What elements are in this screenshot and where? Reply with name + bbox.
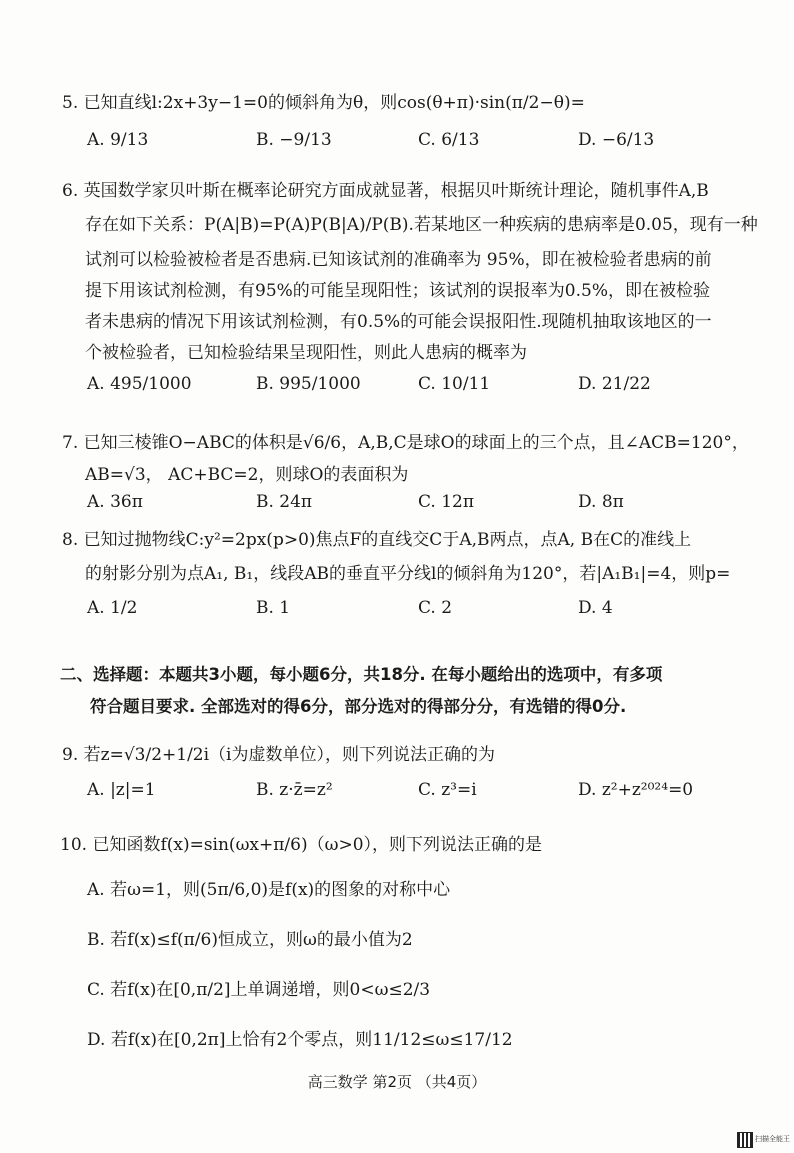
q5-option-a: A. 9/13 xyxy=(87,130,149,150)
q9-option-c: C. z³=i xyxy=(418,780,477,800)
q10-option-d: D. 若f(x)在[0,2π]上恰有2个零点，则11/12≤ω≤17/12 xyxy=(87,1030,513,1050)
q7-option-b: B. 24π xyxy=(256,492,313,512)
q8-line-2: 的射影分别为点A₁, B₁，线段AB的垂直平分线l的倾斜角为120°，若|A₁B₁|=4，则p= xyxy=(85,564,731,584)
q6-line-2: 存在如下关系：P(A|B)=P(A)P(B|A)/P(B).若某地区一种疾病的患病率是0.05，现有一种 xyxy=(85,215,758,235)
q9-option-b: B. z·z̄=z² xyxy=(256,780,333,800)
q6-line-3: 试剂可以检验被检者是否患病.已知该试剂的准确率为 95%，即在被检验者患病的前 xyxy=(85,250,712,270)
q9-option-d: D. z²+z²⁰²⁴=0 xyxy=(578,780,694,800)
q7-option-c: C. 12π xyxy=(418,492,475,512)
q9-option-a: A. |z|=1 xyxy=(87,780,156,800)
q8-line-1: 8. 已知过抛物线C:y²=2px(p>0)焦点F的直线交C于A,B两点，点A, B在C的准线上 xyxy=(62,530,692,550)
section2-heading: 二、选择题：本题共3小题，每小题6分，共18分. 在每小题给出的选项中，有多项 xyxy=(60,665,663,684)
q6-line-5: 者未患病的情况下用该试剂检测，有0.5%的可能会误报阳性.现随机抽取该地区的一 xyxy=(85,312,712,332)
q8-option-c: C. 2 xyxy=(418,598,453,618)
q5-option-c: C. 6/13 xyxy=(418,130,480,150)
q6-option-b: B. 995/1000 xyxy=(256,374,361,394)
q8-option-a: A. 1/2 xyxy=(87,598,138,618)
q8-option-b: B. 1 xyxy=(256,598,291,618)
q6-options xyxy=(0,374,794,404)
q10-option-a: A. 若ω=1，则(5π/6,0)是f(x)的图象的对称中心 xyxy=(87,880,451,900)
q6-option-a: A. 495/1000 xyxy=(87,374,192,394)
q6-option-d: D. 21/22 xyxy=(578,374,651,394)
page-footer: 高三数学 第2页 （共4页） xyxy=(307,1073,487,1091)
q8-options xyxy=(0,598,794,628)
q5-stem: 5. 已知直线l:2x+3y−1=0的倾斜角为θ，则cos(θ+π)·sin(π/2−θ)= xyxy=(62,93,585,113)
q6-line-1: 6. 英国数学家贝叶斯在概率论研究方面成就显著，根据贝叶斯统计理论，随机事件A,B xyxy=(62,181,709,201)
q6-line-4: 提下用该试剂检测，有95%的可能呈现阳性；该试剂的误报率为0.5%，即在被检验 xyxy=(85,281,710,301)
q8-option-d: D. 4 xyxy=(578,598,613,618)
q5-options xyxy=(0,130,794,160)
q9-stem: 9. 若z=√3/2+1/2i（i为虚数单位），则下列说法正确的为 xyxy=(62,745,495,765)
q7-line-2: AB=√3， AC+BC=2，则球O的表面积为 xyxy=(85,465,409,485)
q6-option-c: C. 10/11 xyxy=(418,374,491,394)
section2-rules: 符合题目要求. 全部选对的得6分，部分选对的得部分分，有选错的得0分. xyxy=(90,697,627,716)
q6-line-6: 个被检验者，已知检验结果呈现阳性，则此人患病的概率为 xyxy=(85,343,527,363)
qr-code-icon xyxy=(737,1132,753,1148)
q10-stem: 10. 已知函数f(x)=sin(ωx+π/6)（ω>0），则下列说法正确的是 xyxy=(60,835,543,855)
q7-option-a: A. 36π xyxy=(87,492,143,512)
q7-options xyxy=(0,492,794,522)
q7-option-d: D. 8π xyxy=(578,492,624,512)
q10-option-b: B. 若f(x)≤f(π/6)恒成立，则ω的最小值为2 xyxy=(87,930,413,950)
q10-option-c: C. 若f(x)在[0,π/2]上单调递增，则0<ω≤2/3 xyxy=(87,980,431,1000)
q9-options xyxy=(0,780,794,810)
q5-option-d: D. −6/13 xyxy=(578,130,655,150)
scanner-watermark: 扫描全能王 xyxy=(755,1135,790,1143)
q5-option-b: B. −9/13 xyxy=(256,130,332,150)
q7-line-1: 7. 已知三棱锥O−ABC的体积是√6/6，A,B,C是球O的球面上的三个点，且∠ACB=120°， xyxy=(62,433,749,453)
